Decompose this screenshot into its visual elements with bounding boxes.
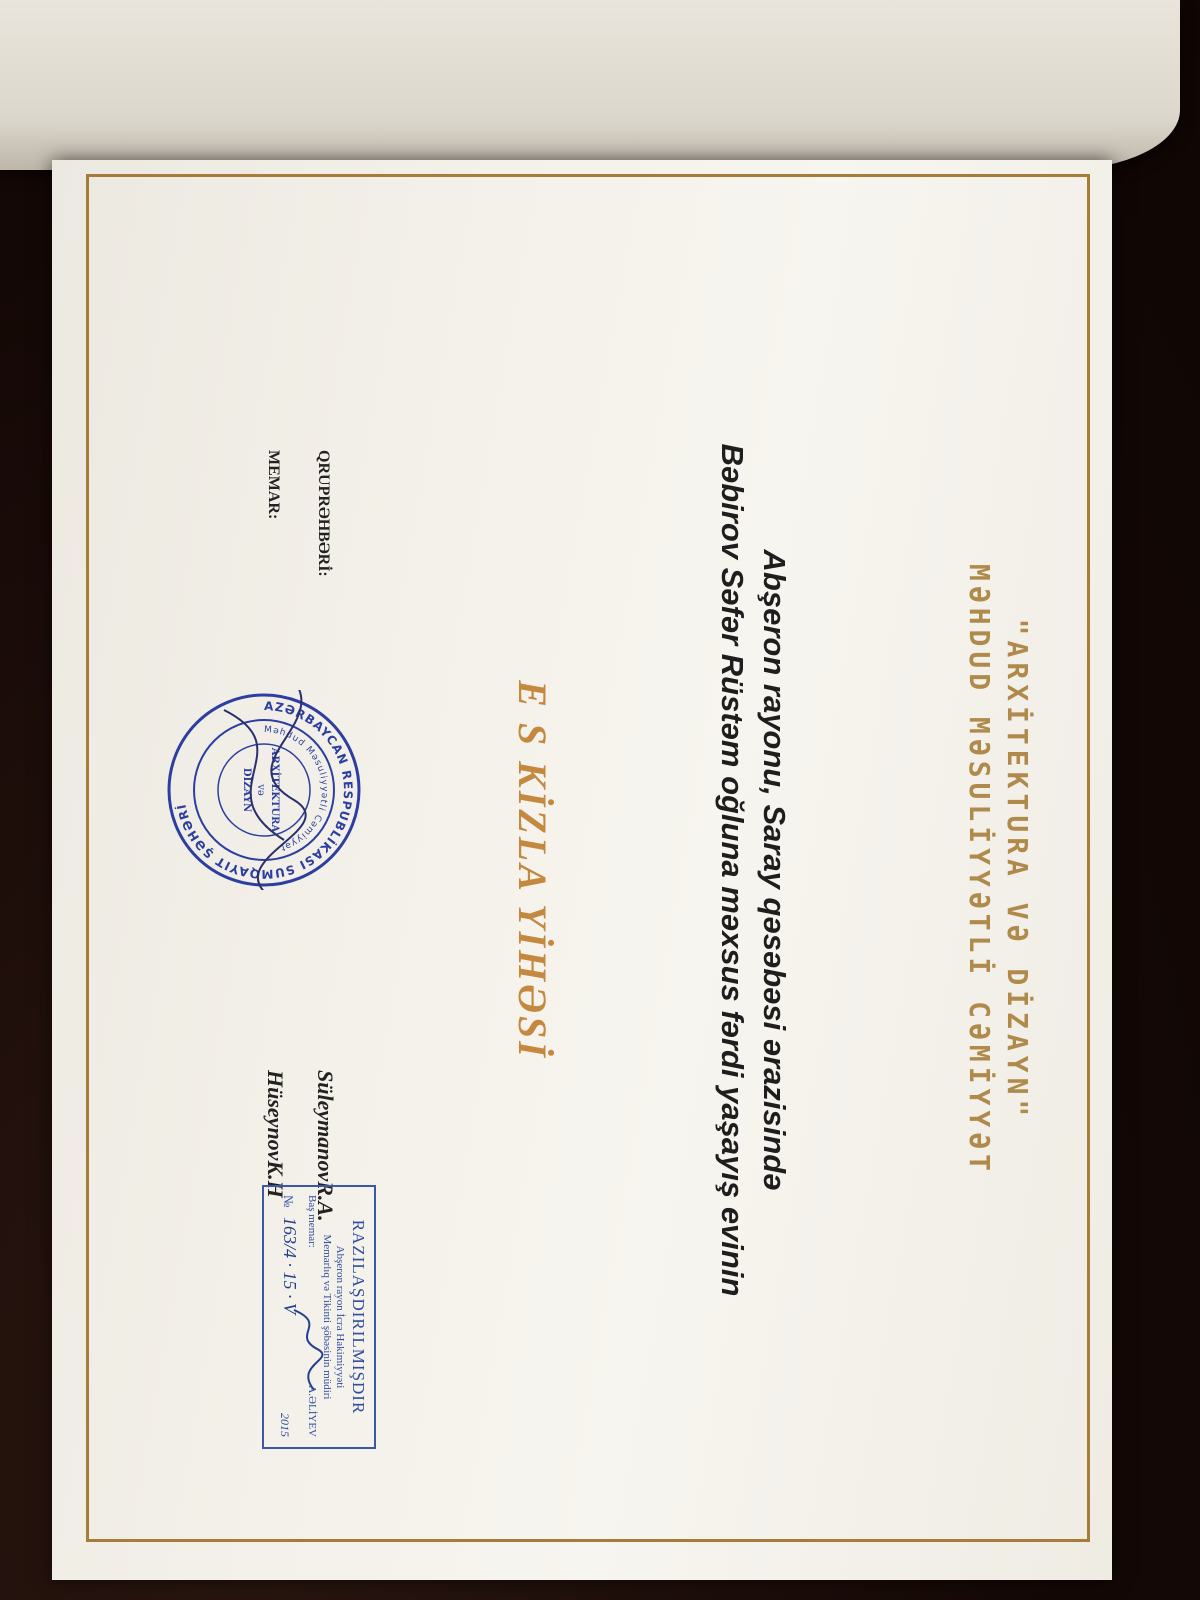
group-leader-name: SüleymanovR.A. bbox=[313, 1070, 338, 1222]
project-owner: Bəbirov Səfər Rüstəm oğluna məxsus fərdi yaşayış evinin bbox=[715, 443, 750, 1297]
organization-name: "ARXİTEKTURA VƏ DİZAYN" bbox=[1001, 618, 1034, 1122]
document-title: E S KİZLA YİHƏSİ bbox=[510, 680, 555, 1060]
project-location: Abşeron rayonu, Saray qəsəbəsi ərazisində bbox=[757, 549, 792, 1191]
group-leader-label: QRUPRƏHBƏRİ: bbox=[315, 450, 332, 577]
seal-center-line3: DİZAYN bbox=[241, 767, 252, 813]
organization-type: MƏHDUD MƏSULİYYƏTLİ CƏMİYYƏT bbox=[963, 563, 996, 1176]
stamp-number-label: № bbox=[281, 1195, 296, 1208]
architect-name: HüseynovK.H bbox=[263, 1070, 288, 1198]
document-page bbox=[52, 160, 1112, 1580]
rotated-content bbox=[88, 200, 1076, 1540]
stamp-title: RAZILAŞDIRILMIŞDIR bbox=[349, 1219, 368, 1415]
approval-stamp bbox=[262, 1185, 376, 1449]
architect-label: MEMAR: bbox=[265, 450, 282, 520]
company-seal bbox=[164, 690, 364, 890]
stamp-year: 2015 bbox=[278, 1413, 292, 1437]
stamp-chief-name: A.ƏLİYEV bbox=[306, 1385, 318, 1437]
seal-outer-text: AZƏRBAYCAN RESPUBLİKASI SUMQAYIT ŞƏHƏRİ bbox=[174, 698, 356, 882]
folded-page-edge bbox=[0, 0, 1180, 170]
stamp-chief-label: Baş memar: bbox=[306, 1195, 318, 1248]
seal-center-line1: ARXİTEKTURA bbox=[269, 747, 280, 833]
seal-inner-text: Məhdud Məsuliyyətli Cəmiyyət bbox=[263, 724, 330, 853]
seal-center-line2: və bbox=[255, 784, 266, 796]
stamp-line2: Memarlıq və Tikinti şöbəsinin müdiri bbox=[321, 1234, 333, 1400]
stamp-number: 163/4 · 15 · V bbox=[280, 1217, 300, 1314]
stamp-line1: Abşeron rayon İcra Hakimiyyəti bbox=[334, 1245, 346, 1389]
stamp-signature bbox=[284, 1305, 334, 1395]
